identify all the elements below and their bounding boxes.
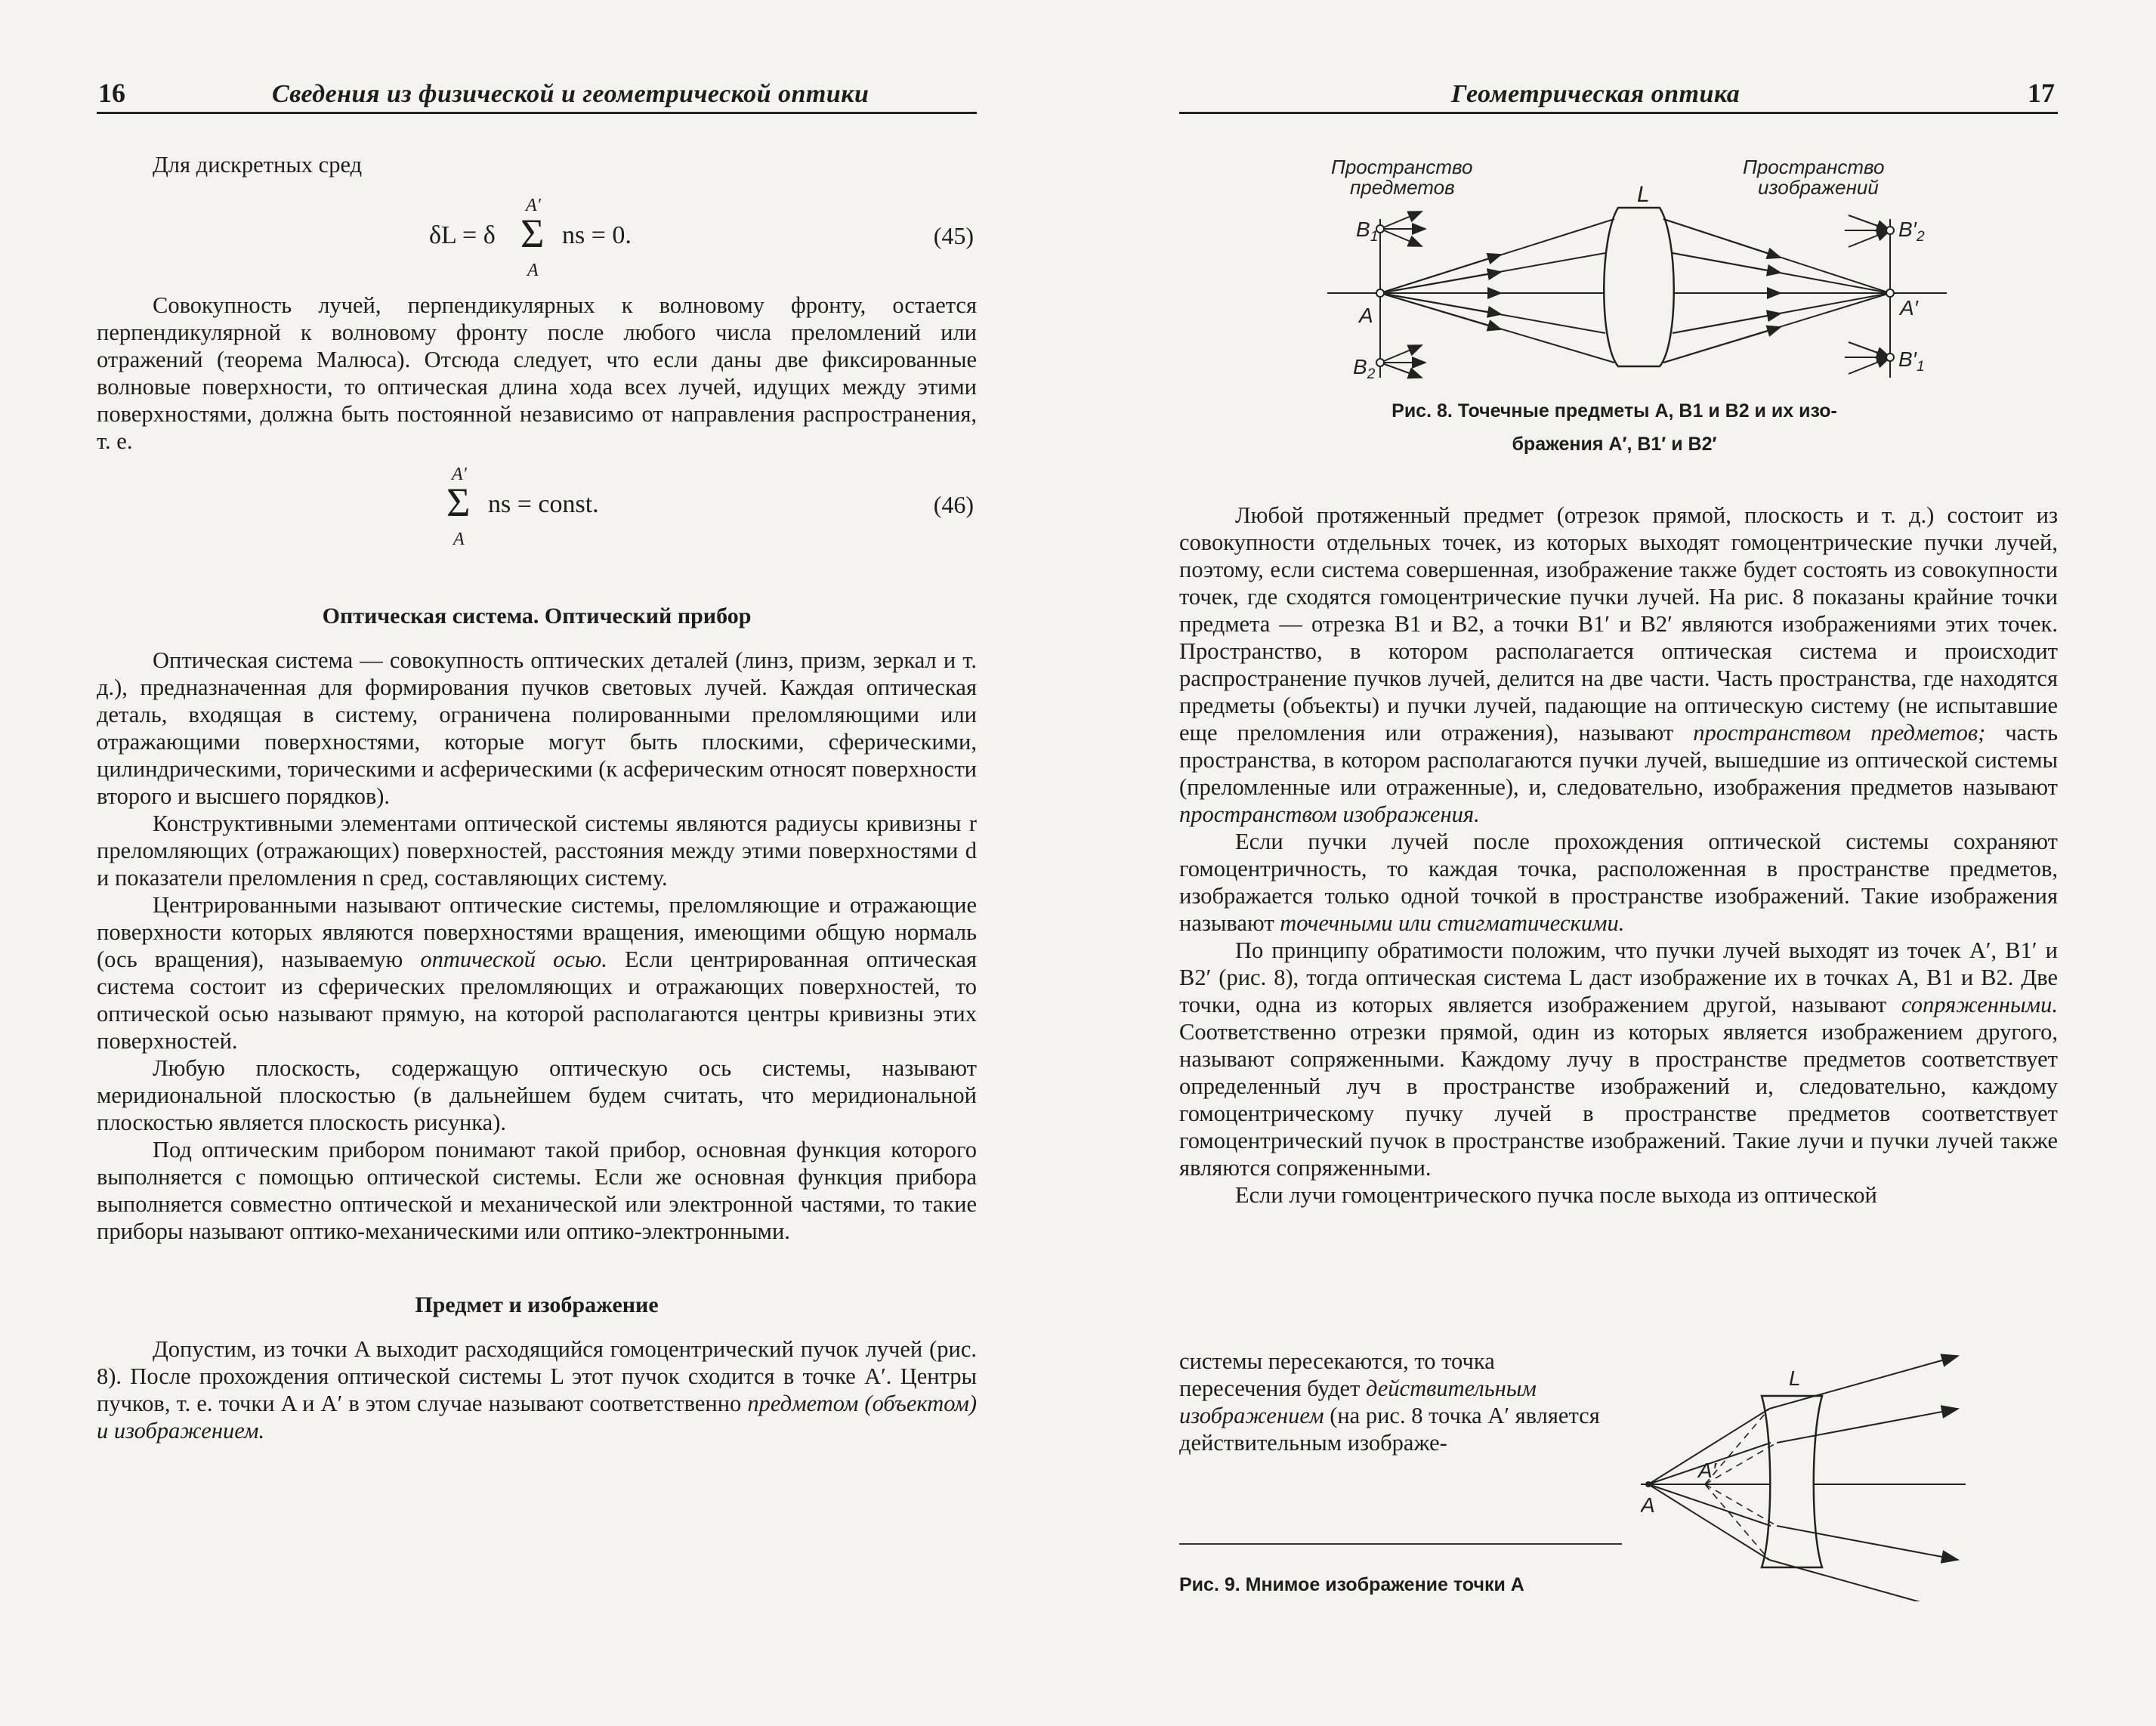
label-A-prime: A′ (1900, 296, 1918, 320)
paragraph-optical-instrument: Под оптическим прибором понимают такой прибор, основная функция которого выполняется с помощью оптической системы. Если же основная функция прибора выполняется совместно оптической и механической или электронной частями, то такие приборы называют оптико-механическими или оптико-электронными. (97, 1137, 977, 1244)
text-run: Любой протяженный предмет (отрезок прямой, плоскость и т. д.) состоит из совокупности отдельных точек, из которых выходят гомоцентрические пучки лучей, поэтому, если система совершенная, изображение также будет состоять из совокупности точек, где сходятся гомоцентрические пучки лучей. На рис. 8 показаны крайние точки предмета — отрезка B1 и B2, а точки B1′ и B2′ являются изображениями этих точек. (1179, 502, 2058, 637)
page-right (1078, 0, 2156, 1726)
paragraph-constructive-elements: Конструктивными элементами оптической системы являются радиусы кривизны r преломляющих (отражающих) поверхностей, расстояния между этими поверхностями d и показатели преломления n сред, составляющих систему. (97, 811, 977, 891)
text-run: (на рис. 8 точка A′ является действительным изображе- (1179, 1403, 1600, 1456)
running-header (1179, 76, 2058, 114)
term-stigmatic: точечными или стигматическими. (1280, 910, 1625, 936)
label-B1-prime: $B'_1$ (1898, 347, 1925, 375)
eq46-sum-top: A′ (452, 465, 467, 484)
page-number: 16 (98, 78, 125, 108)
term-real-image: действительным изображением (1179, 1376, 1537, 1428)
paragraph-object-image (97, 1335, 977, 1444)
text-run: Пространство, в котором располагается оптическая система и происходит распространение пучков лучей, делится на две части. Часть пространства, где находятся предметы (объекты) и пучки лучей, падающие на оптическую систему (не испытавшие еще преломления или отражения), называют (1179, 638, 2058, 746)
label-A-prime: A′ (1698, 1459, 1716, 1482)
point-A (1376, 289, 1384, 297)
header-title: Сведения из физической и геометрической оптики (272, 80, 870, 108)
ray (1648, 1484, 1771, 1526)
ray-arrow (1380, 272, 1501, 293)
label-A: A (1359, 304, 1373, 327)
lens-L (1604, 208, 1674, 366)
paragraph-extended-object (1179, 502, 2058, 828)
label-B1: $B_1$ (1356, 218, 1379, 245)
caption-line-2: бражения A′, B1′ и B2′ (1512, 434, 1717, 455)
paragraph-real-image-first-line: Если лучи гомоцентрического пучка после выхода из оптической (1235, 1182, 1877, 1208)
header-title: Геометрическая оптика (1451, 80, 1741, 108)
ray-B1 (1380, 229, 1422, 246)
section-title-object-image: Предмет и изображение (415, 1292, 659, 1317)
equation-46 (97, 455, 977, 560)
caption-line-1: Рис. 8. Точечные предметы A, B1 и B2 и их изо- (1392, 400, 1837, 421)
paragraph-homocentric (1179, 828, 2058, 937)
eq46-rhs: ns = const. (488, 490, 599, 518)
text-run: часть пространства, в котором располагаются пучки лучей, вышедшие из оптической системы (преломленные или отраженные), и, следовательно, изображения предметов называют (1179, 720, 2058, 800)
eq45-lhs: δL = δ (429, 221, 496, 249)
label-image-space-2: изображений (1758, 176, 1879, 199)
ray-arrow (1380, 255, 1501, 293)
label-object-space-1: Пространство (1331, 156, 1473, 178)
page-number: 17 (2028, 78, 2055, 108)
paragraph-centered-systems (97, 891, 977, 1054)
sigma-symbol: Σ (446, 480, 471, 525)
eq45-sum-bottom: A (527, 261, 539, 280)
paragraph-reversibility (1179, 937, 2058, 1181)
term-object-space: пространством предметов; (1693, 720, 1986, 746)
label-B2-prime: $B'_2$ (1898, 218, 1925, 245)
label-L: L (1637, 182, 1650, 207)
eq45-number: (45) (933, 222, 974, 249)
figure-8-diagram (1327, 147, 1947, 397)
text-run: Если центрированная оптическая система состоит из сферических преломляющих и отражающих поверхностей, то оптической осью называют прямую, на которой располагаются центры кривизны этих поверхностей. (97, 946, 977, 1054)
ray-B2-prime (1849, 215, 1890, 230)
term-image-space: пространством изображения. (1179, 801, 1480, 827)
paragraph-real-image (1179, 1348, 1622, 1456)
right-narrow-column (1179, 1348, 1622, 1456)
term-object-image: предметом (объектом) и изображением. (97, 1391, 977, 1443)
footnote-rule (1179, 1543, 1622, 1545)
text-run: Соответственно отрезки прямой, один из которых является изображением другого, называют сопряженными. Каждому лучу в пространстве предметов соответствует определенный луч в пространстве изображений и, следовательно, каждому гомоцентрическому пучку лучей в пространстве предметов соответствует гомоцентрический пучок в пространстве изображений. Такие лучи и пучки лучей также являются сопряженными. (1179, 1019, 2058, 1181)
running-header (97, 76, 977, 114)
text-run: Если пучки лучей после прохождения оптической системы сохраняют гомоцентричность, то каждая точка, расположенная в пространстве предметов, изображается только одной точкой в пространстве изображений. Такие изображения называют (1179, 829, 2058, 936)
text-run: системы пересекаются, то точка пересечения будет (1179, 1348, 1495, 1401)
left-column (97, 151, 977, 1444)
text-run: Допустим, из точки A выходит расходящийся гомоцентрический пучок лучей (рис. 8). После прохождения оптической системы L этот пучок сходится в точке A′. Центры пучков, т. е. точки A и A′ в этом случае называют соответственно (97, 1336, 977, 1416)
right-column (1179, 502, 2058, 1209)
intro-text: Для дискретных сред (153, 152, 363, 178)
label-object-space-2: предметов (1350, 176, 1455, 199)
ray-arrow (1663, 219, 1781, 258)
label-B2: $B_2$ (1353, 355, 1376, 382)
lens-L (1762, 1396, 1822, 1567)
point-A (1645, 1481, 1651, 1487)
figure-9-caption: Рис. 9. Мнимое изображение точки A (1179, 1574, 1524, 1595)
equation-45 (97, 178, 977, 292)
ray-B2-prime (1849, 230, 1890, 247)
paragraph-malus: Совокупность лучей, перпендикулярных к волновому фронту, остается перпендикулярной к волновому фронту после любого числа преломлений или отражений (теорема Малюса). Отсюда следует, что если даны две фиксированные волновые поверхности, то оптическая длина хода всех лучей, идущих между этими поверхностями, должна быть постоянной независимо от направления распространения, т. е. (97, 292, 977, 454)
label-L: L (1789, 1366, 1801, 1390)
eq46-sum-bottom: A (453, 530, 465, 549)
figure-9-diagram (1641, 1352, 1966, 1601)
paragraph-meridional-plane: Любую плоскость, содержащую оптическую ось системы, называют меридиональной плоскостью (в дальнейшем будем считать, что меридиональной плоскостью является плоскость рисунка). (97, 1055, 977, 1135)
ray-B2 (1380, 345, 1422, 363)
ray-arrow (1673, 313, 1781, 333)
virtual-ray (1705, 1484, 1777, 1526)
text-run: Центрированными называют оптические системы, преломляющие и отражающие поверхности которых являются поверхностями вращения, имеющими общую нормаль (ось вращения), называемую (97, 892, 977, 972)
ray-B1-prime (1849, 357, 1890, 374)
point-B2-prime (1886, 227, 1894, 234)
label-image-space-1: Пространство (1743, 156, 1885, 178)
eq45-sum-top: A′ (526, 196, 541, 215)
eq45-rhs: ns = 0. (562, 221, 632, 249)
point-B1-prime (1886, 354, 1894, 361)
sigma-symbol: Σ (520, 211, 545, 256)
ray-arrow (1673, 253, 1781, 273)
label-A: A (1641, 1493, 1655, 1517)
figure-8-caption (1199, 394, 2030, 461)
text-run: По принципу обратимости положим, что пучки лучей выходят из точек A′, B1′ и B2′ (рис. 8), тогда оптическая система L даст изображение их в точках A, B1 и B2. Две точки, одна из которых является изображением другой, называют (1179, 937, 2058, 1017)
eq46-number: (46) (933, 491, 974, 518)
ray-B2 (1380, 363, 1422, 378)
ray-arrow (1663, 327, 1781, 363)
section-title-optical-system: Оптическая система. Оптический прибор (322, 604, 752, 628)
term-conjugate: сопряженными. (1901, 992, 2058, 1017)
term-optical-axis: оптической осью. (420, 946, 607, 972)
ray-B1-prime (1849, 342, 1890, 357)
paragraph-optical-system: Оптическая система — совокупность оптических деталей (линз, призм, зеркал и т. д.), предназначенная для формирования пучков световых лучей. Каждая оптическая деталь, входящая в систему, ограничена полированными преломляющими или отражающими поверхностями, которые могут быть плоскими, сферическими, цилиндрическими, торическими и асферическими (к асферическим относят поверхности второго и высшего порядков). (97, 647, 977, 809)
ray-B1 (1380, 212, 1422, 229)
point-A-prime (1886, 289, 1894, 297)
ray (1648, 1484, 1769, 1560)
point-B2 (1376, 359, 1384, 366)
